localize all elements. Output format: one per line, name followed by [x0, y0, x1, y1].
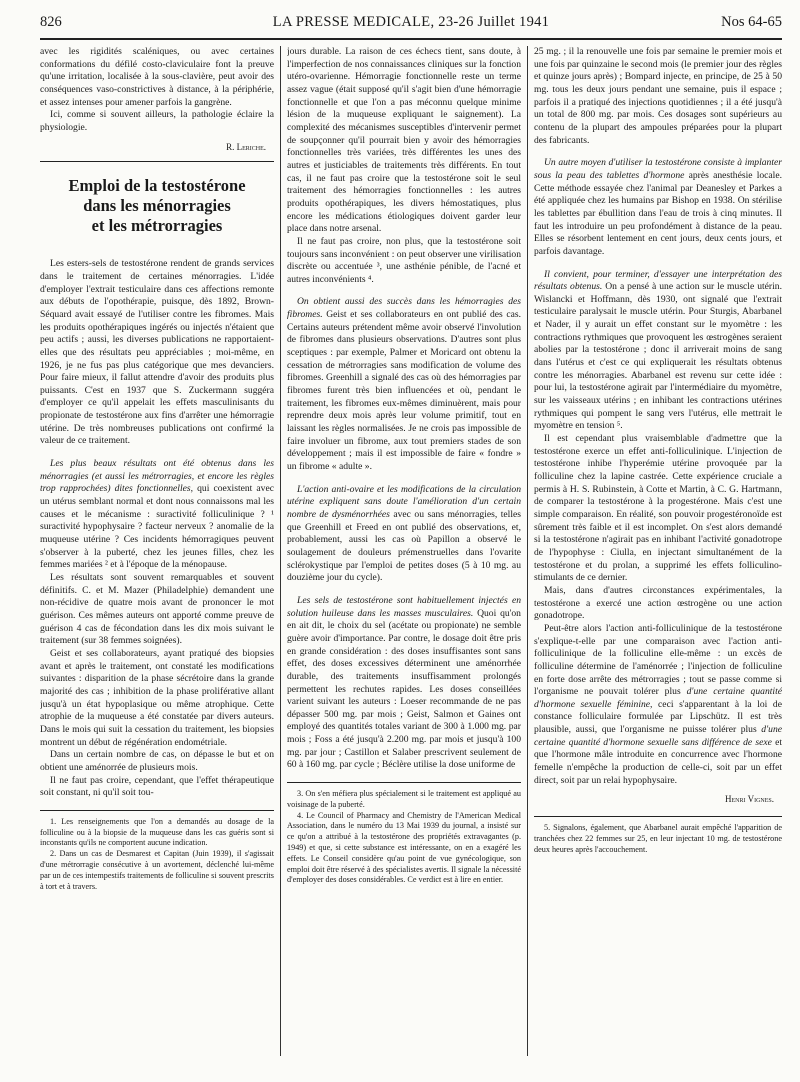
column-1: [40, 46, 274, 1066]
article-signature: Henri Vignes.: [724, 794, 774, 805]
article-separator: [40, 161, 274, 162]
paragraph: Il ne faut pas croire, non plus, que la testostérone soit toujours sans inconvénient : on peut observer une virilisation discrète ou accentuée ³, une asthénie pénible, de l'acné et autres inconvénients ⁴.: [287, 235, 521, 285]
paragraph-lead: Un autre moyen d'utiliser la testostérone consiste à implanter sous la peau des tablettes d'hormone: [534, 157, 782, 181]
paragraph: 25 mg. ; il la renouvelle une fois par semaine le premier mois et une fois par quinzaine le second mois (le premier jour des règles et quinze jours après) ; Bompard injecte, en principe, de 25 à 50 mg. tous les deux jours pendant une semaine, puis il espace ; parfois il a pratiqué des injections quotidiennes ; il a été jusqu'à un total de 800 mg. par mois. Ces dosages sont supérieurs au contenu de la plupart des ampoules préparées pour la plupart des fabricants.: [534, 46, 782, 146]
column-3: [534, 46, 782, 1066]
paragraph-lead: On obtient aussi des succès dans les hémorragies des fibromes.: [287, 296, 521, 321]
running-head: [40, 14, 782, 36]
article-title-line: dans les ménorragies: [83, 196, 231, 216]
column-2: [287, 46, 521, 1066]
footnote: 2. Dans un cas de Desmarest et Capitan (Juin 1939), il s'agissait d'une métrorragie consécutive à un avortement, déclenché lui-même par un de ces intempestifs traitements de folliculine si souvent prescrits à tort et à travers.: [40, 849, 274, 891]
prev-article-signature: R. Leriche.: [226, 141, 266, 152]
paragraph: Mais, dans d'autres circonstances expérimentales, la testostérone a exercé une action œstrogène ou une action gonadotrope.: [534, 584, 782, 622]
paragraph-body: Quoi qu'on en ait dit, le choix du sel (acétate ou propionate) ne semble guère avoir d'importance. Par contre, le dosage doit être pris en grande considération : des doses insuffisantes sont sans effet, des doses excessives déterminent une aménorrhée durable, des traitements insuffisamment prolongés permettent les rechutes rapides. Les doses conseillées varient suivant les auteurs : Loeser recommande de ne pas dépasser 500 mg. par mois ; Geist, Salmon et Gaines ont employé des quantités totales variant de 300 à 1.000 mg. par mois ; Foss a été jusqu'à 2.200 mg. par mois et jusqu'à 100 mg. par jour ; Castillon et Salaber prescrivent seulement de 60 à 160 mg. par cycle ; Béclère utilise la dose uniforme de: [287, 607, 521, 771]
article-title-line: et les métrorragies: [91, 216, 223, 236]
paragraph-body: ceci s'apparentant à la loi de constance folliculaire formulée par Lipschütz. Il est très plausible, aussi, que l'organisme ne puisse tolérer plus: [534, 698, 782, 736]
footnote: 4. Le Council of Pharmacy and Chemistry de l'American Medical Association, dans le numéro du 13 Mai 1939 du journal, a insisté sur ce qu'on a attribué à la testostérone des propriétés extravagantes (p. 1949) et que, si cette substance est intéressante, on en a exagéré les effets. Le Conseil considère qu'au point de vue gynécologique, son emploi doit être réservé à des spécialistes avertis. Il signale la nécessité d'employer des doses considérables. Ce verdict est à lire en entier.: [287, 810, 521, 885]
paragraph: jours durable. La raison de ces échecs tient, sans doute, à l'imperfection de nos connaissances cliniques sur la fonction utéro-ovarienne. Hémorragie fonctionnelle reste un terme assez vague (était supposé qu'il s'agit bien d'une hémorragie fonctionnelle et que l'on a pas méconnu quelque minime lésion de la muqueuse expliquant le saignement). La complexité des mécanismes susceptibles d'intervenir permet de soupçonner qu'il pourrait bien y avoir des hémorragies fonctionnelles très variées, très différentes les unes des autres et justiciables de traitements très différents. En tout cas, il ne faut pas croire que la testostérone soit le seul traitement des hémorragies fonctionnelles : les autres produits opothérapiques, les divers hémostatiques, plus encore les médications étiologiques doivent garder leur place dans notre arsenal.: [287, 46, 521, 235]
footnote: 5. Signalons, également, que Abarbanel aurait empêché l'apparition de tranchées chez 22 femmes sur 25, en leur injectant 10 mg. de testostérone deux heures après l'accouchement.: [534, 823, 782, 854]
paragraph: [40, 458, 274, 572]
prev-article-tail: avec les rigidités scaléniques, ou avec certaines conformations du défilé costo-claviculaire font la preuve qu'une irritation, localisée à la sous-clavière, peut avoir des conséquences vaso-constrictives à distance, à la périphérie, et assez intenses pour amener parfois la gangrène.: [40, 46, 274, 108]
prev-article-closing: Ici, comme si souvent ailleurs, la pathologie éclaire la physiologie.: [40, 109, 274, 133]
paragraph-body: avec ou sans ménorragies, telles que Greenhill et Freed en ont publié des observations, et, probablement, aussi les cas où Papillon a observé le soulagement de douleurs prémenstruelles dans l'ovarite sclérokystique par l'emploi de petites doses (5 à 10 mg. au douzième jour du cycle).: [287, 508, 521, 584]
paragraph-emphasis: d'une certaine quantité d'hormone sexuelle féminine,: [534, 686, 782, 710]
footnote: 3. On s'en méfiera plus spécialement si le traitement est appliqué au voisinage de la puberté.: [287, 789, 521, 809]
paragraph: [287, 595, 521, 772]
footnote-rule: [287, 782, 521, 783]
footnote-rule: [534, 816, 782, 817]
footnote: 1. Les renseignements que l'on a demandés au dosage de la folliculine ou à la biopsie de la muqueuse dans les cas guéris sont si inconstants qu'ils ne comportent aucune indication.: [40, 816, 274, 848]
paragraph: Les esters-sels de testostérone rendent de grands services dans le traitement de certaines ménorragies. L'idée d'employer l'extrait testiculaire dans ces affections remonte aux débuts de l'opothérapie, puisque, dès 1892, Brown-Séquard avait essayé de l'utiliser contre les fibromes. Mais les produits opothérapiques ingérés ou injectés n'étaient que peu actifs ; aussi, les diverses publications ne rapportaient-elles que des résultats peu appréciables ; moi-même, en 1926, je ne fus pas plus catégorique que mes devanciers. Pour faire mieux, il fallut attendre d'avoir des produits plus puissants. C'est en 1937 que S. Zuckermann suggéra d'employer ce qu'il appelait les effets masculinisants du propionate de testostérone aux fins d'arrêter une hémorragie utérine. De très nombreuses publications ont confirmé la valeur de ce traitement.: [40, 258, 274, 447]
paragraph-body: On a pensé à une action sur le muscle utérin. Wislancki et Hoffmann, dès 1930, ont signalé que l'extrait testiculaire paralysait le muscle utérin. Pour Sturgis, Abarbanel et Nader, il y aurait un effet constant sur le myomètre : les contractions rythmiques que provoquent les œstrogènes seraient abolies par la testostérone ; donc il arriverait moins de sang dans l'utérus et c'est ce qui expliquerait les résultats obtenus contre les ménorragies. Abarbanel est revenu sur cette idée : pour lui, la testostérone agirait par l'intermédiaire du myomètre, sur les vaisseaux utérins ; en inhibant les contractions utérines rythmiques qui pompent le sang vers l'utérus, elle mettrait le myomètre en tension ⁵.: [534, 281, 782, 432]
issue-numbers: Nos 64-65: [721, 14, 782, 30]
paragraph-lead: Il convient, pour terminer, d'essayer une interprétation des résultats obtenus.: [534, 268, 782, 293]
column-divider: [527, 46, 528, 1056]
paragraph-body: Peut-être alors l'action anti-folliculinique de la testostérone s'explique-t-elle par une comparaison avec l'action anti-folliculinique de la folliculine elle-même : un excès de folliculine détermine de l'aménorrée ; l'injection de folliculine en forte dose arrête des métrorragies ; tout se passe comme si l'organisme ne pouvait tolérer plus: [534, 622, 782, 698]
paragraph: Il est cependant plus vraisemblable d'admettre que la testostérone exerce un effet anti-folliculinique. L'injection de testostérone inhibe l'hyperémie utérine provoquée par la folliculine chez la lapine castrée. Cette expérience cruciale a permis à H. S. Rubinstein, à Cotte et Martin, à C. G. Hartmann, de comparer la testostérone à la progestérone. Mais c'est une simple comparaison. En réalité, son pouvoir progestéronoïde est sûrement très faible et il est incomplet. On s'est alors demandé si la testostérone n'agirait pas en inhibant l'activité gonadotrope de l'hypophyse : Ciulla, en injectant simultanément de la testostérone et du prolan, a supprimé les effets folliculino-stimulants de ce dernier.: [534, 433, 782, 584]
paragraph-lead: Les plus beaux résultats ont été obtenus dans les ménorragies (et aussi les métrorragies, et encore les règles trop rapprochées) dites fonctionnelles,: [40, 458, 274, 495]
column-divider: [280, 46, 281, 1056]
paragraph-emphasis: d'une certaine quantité d'hormone sexuelle sans différence de sexe: [534, 724, 782, 748]
paragraph-body: après anesthésie locale. Cette méthode essayée chez l'animal par Deanesley et Parkes a été appliquée chez les humains par Bishop en 1938. On stérilise les tablettes par ébullition dans l'eau de trois à cinq minutes. Il faut les introduire un peu profondément à distance de la peau. Elles se résorbent lentement en cent jours, deux cents jours, et parfois davantage.: [534, 169, 782, 257]
footnote-rule: [40, 810, 274, 811]
article-title: [40, 176, 274, 236]
paragraph: [534, 157, 782, 258]
paragraph: [534, 269, 782, 434]
paragraph: Dans un certain nombre de cas, on dépasse le but et on obtient une aménorrée de plusieurs mois.: [40, 749, 274, 773]
paragraph-body: Geist et ses collaborateurs en ont publié des cas. Certains auteurs prétendent même avoir observé l'involution de fibromes dans plusieurs observations. D'autres sont plus sceptiques : par exemple, Palmer et Moricard ont obtenu la cessation de métrorragies sans modification de volume des fibromes. Greenhill a signalé des cas où des hémorragies par fibromes furent très bien influencées et où, pendant le traitement, les fibromes eux-mêmes diminuèrent, mais pour reprendre deux mois après leur volume primitif, tout en laissant les règles normalisées. Je ne crois pas impossible de faire involuer un fibrome, aux tout premiers stades de son développement ; mais il est impossible de faire « fondre » un fibrome « adulte ».: [287, 309, 521, 472]
paragraph: Geist et ses collaborateurs, ayant pratiqué des biopsies avant et après le traitement, ont constaté les modifications suivantes : disparition de la phase sécrétoire dans la grande majorité des cas ; inhibition de la phase proliférative allant jusqu'à un état hypoplasique ou même atrophique. Cette atrophie de la muqueuse a été constatée par divers auteurs. Dans le mois qui suit la cessation du traitement, les biopsies montrent un début de régénération endométriale.: [40, 647, 274, 748]
paragraph: [287, 296, 521, 473]
article-title-line: Emploi de la testostérone: [68, 176, 246, 196]
paragraph: [534, 623, 782, 788]
paragraph-lead: L'action anti-ovaire et les modifications de la circulation utérine expliquent sans doute l'amélioration d'un certain nombre de dysménorrhées: [287, 483, 521, 520]
header-rule: [40, 38, 782, 40]
paragraph: [287, 484, 521, 585]
paragraph: Les résultats sont souvent remarquables et souvent définitifs. C. et M. Mazer (Philadelphie) demandent une non-récidive de quatre mois avant de prononcer le mot guérison. Ces mêmes auteurs ont apporté comme preuve de guérison 4 cas de fécondation dans les dix mois suivant le traitement (sur 38 femmes soignées).: [40, 572, 274, 647]
paragraph: Il ne faut pas croire, cependant, que l'effet thérapeutique soit constant, ni qu'il soit tou-: [40, 774, 274, 799]
paragraph-lead: Les sels de testostérone sont habituellement injectés en solution huileuse dans les masses musculaires.: [287, 594, 521, 619]
paragraph-body: et que l'hormone mâle introduite en concurrence avec l'hormone femelle n'empêche la production de celle-ci, soit par un effet direct, soit par un relai hypophysaire.: [534, 736, 782, 786]
paragraph-body: qui coexistent avec un utérus semblant normal et dont nous connaissons mal les causes et le mécanisme : suractivité folliculinique ? ¹ suractivité hypophysaire ? facteur nerveux ? anomalie de la muqueuse utérine ? Ces incidents hémorragiques peuvent s'observer à la puberté, chez les jeunes filles, chez les femmes mariées ² et à l'époque de la ménopause.: [40, 483, 274, 571]
page-number: 826: [40, 14, 62, 30]
journal-title: LA PRESSE MEDICALE, 23-26 Juillet 1941: [272, 14, 550, 30]
